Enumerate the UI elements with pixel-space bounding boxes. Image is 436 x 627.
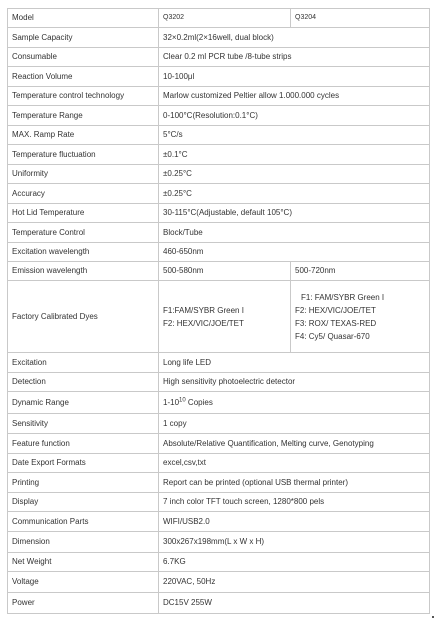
table-row bbox=[8, 512, 430, 532]
table-row bbox=[8, 392, 430, 414]
row-value: ±0.1°C bbox=[159, 145, 430, 165]
table-row bbox=[8, 414, 430, 434]
table-row bbox=[8, 454, 430, 473]
row-value: ±0.25°C bbox=[159, 165, 430, 184]
model-q3204: Q3204 bbox=[291, 9, 430, 28]
table-row bbox=[8, 28, 430, 48]
table-row bbox=[8, 353, 430, 373]
dye-line: F1:FAM/SYBR Green I bbox=[163, 305, 244, 315]
table-row bbox=[8, 165, 430, 184]
dyes-q3204 bbox=[291, 281, 430, 353]
row-label: Temperature Range bbox=[8, 106, 159, 126]
row-value: Absolute/Relative Quantification, Melting curve, Genotyping bbox=[159, 434, 430, 454]
table-row bbox=[8, 9, 430, 28]
row-value: 7 inch color TFT touch screen, 1280*800 pels bbox=[159, 493, 430, 512]
row-value: 6.7KG bbox=[159, 553, 430, 572]
table-row bbox=[8, 262, 430, 281]
row-label: Temperature control technology bbox=[8, 87, 159, 106]
row-label: Voltage bbox=[8, 572, 159, 593]
dye-line: F2: HEX/VIC/JOE/TET bbox=[163, 318, 244, 328]
row-label: Sensitivity bbox=[8, 414, 159, 434]
row-value: excel,csv,txt bbox=[159, 454, 430, 473]
row-label: Dimension bbox=[8, 532, 159, 553]
row-label: Hot Lid Temperature bbox=[8, 204, 159, 223]
row-value: Block/Tube bbox=[159, 223, 430, 243]
emission-q3202: 500-580nm bbox=[159, 262, 291, 281]
row-value: WIFI/USB2.0 bbox=[159, 512, 430, 532]
table-row bbox=[8, 243, 430, 262]
table-row bbox=[8, 553, 430, 572]
row-label: Accuracy bbox=[8, 184, 159, 204]
table-row bbox=[8, 145, 430, 165]
row-label: Uniformity bbox=[8, 165, 159, 184]
dynamic-range-exponent: 10 bbox=[179, 396, 186, 403]
row-value: 1 copy bbox=[159, 414, 430, 434]
table-row bbox=[8, 493, 430, 512]
row-value: 220VAC, 50Hz bbox=[159, 572, 430, 593]
row-label: Detection bbox=[8, 373, 159, 392]
dynamic-range-unit: Copies bbox=[185, 397, 213, 407]
table-row bbox=[8, 473, 430, 493]
dye-line: F1: FAM/SYBR Green I bbox=[301, 292, 385, 302]
table-row bbox=[8, 87, 430, 106]
row-value: High sensitivity photoelectric detector bbox=[159, 373, 430, 392]
row-label: Sample Capacity bbox=[8, 28, 159, 48]
row-value: Clear 0.2 ml PCR tube /8-tube strips bbox=[159, 48, 430, 67]
table-row bbox=[8, 106, 430, 126]
table-row bbox=[8, 373, 430, 392]
row-label-model: Model bbox=[8, 9, 159, 28]
table-row bbox=[8, 572, 430, 593]
row-value: ±0.25°C bbox=[159, 184, 430, 204]
row-label: Feature function bbox=[8, 434, 159, 454]
row-value: DC15V 255W bbox=[159, 593, 430, 614]
row-value: Marlow customized Peltier allow 1.000.000 cycles bbox=[159, 87, 430, 106]
emission-q3204: 500-720nm bbox=[291, 262, 430, 281]
table-row bbox=[8, 223, 430, 243]
row-label: Date Export Formats bbox=[8, 454, 159, 473]
table-row bbox=[8, 281, 430, 353]
row-label: Temperature fluctuation bbox=[8, 145, 159, 165]
row-label: Excitation bbox=[8, 353, 159, 373]
row-value: Report can be printed (optional USB thermal printer) bbox=[159, 473, 430, 493]
row-label: Net Weight bbox=[8, 553, 159, 572]
row-value: 460-650nm bbox=[159, 243, 430, 262]
row-label: Consumable bbox=[8, 48, 159, 67]
row-value: 5°C/s bbox=[159, 126, 430, 145]
row-label: Temperature Control bbox=[8, 223, 159, 243]
row-label: Emission wavelength bbox=[8, 262, 159, 281]
table-row bbox=[8, 184, 430, 204]
row-label: Power bbox=[8, 593, 159, 614]
dynamic-range-base: 1-10 bbox=[163, 397, 180, 407]
table-row bbox=[8, 532, 430, 553]
dynamic-range-value bbox=[159, 392, 430, 414]
table-row bbox=[8, 126, 430, 145]
dye-line: F2: HEX/VIC/JOE/TET bbox=[295, 305, 376, 315]
dye-line: F4: Cy5/ Quasar-670 bbox=[295, 331, 370, 341]
specification-table bbox=[7, 8, 430, 614]
row-value: 300x267x198mm(L x W x H) bbox=[159, 532, 430, 553]
row-label: Display bbox=[8, 493, 159, 512]
trailing-dot bbox=[432, 616, 434, 618]
row-label: Excitation wavelength bbox=[8, 243, 159, 262]
row-label: Dynamic Range bbox=[8, 392, 159, 414]
row-label: Communication Parts bbox=[8, 512, 159, 532]
row-value: 30-115°C(Adjustable, default 105°C) bbox=[159, 204, 430, 223]
table-row bbox=[8, 48, 430, 67]
table-row bbox=[8, 204, 430, 223]
table-row bbox=[8, 434, 430, 454]
row-value: Long life LED bbox=[159, 353, 430, 373]
table-row bbox=[8, 67, 430, 87]
dye-line: F3: ROX/ TEXAS-RED bbox=[295, 318, 377, 328]
row-label: Reaction Volume bbox=[8, 67, 159, 87]
dyes-q3202 bbox=[159, 281, 291, 353]
row-label: MAX. Ramp Rate bbox=[8, 126, 159, 145]
table-row bbox=[8, 593, 430, 614]
row-label: Factory Calibrated Dyes bbox=[8, 281, 159, 353]
row-label: Printing bbox=[8, 473, 159, 493]
row-value: 10-100μl bbox=[159, 67, 430, 87]
model-q3202: Q3202 bbox=[159, 9, 291, 28]
row-value: 0-100°C(Resolution:0.1°C) bbox=[159, 106, 430, 126]
row-value: 32×0.2ml(2×16well, dual block) bbox=[159, 28, 430, 48]
